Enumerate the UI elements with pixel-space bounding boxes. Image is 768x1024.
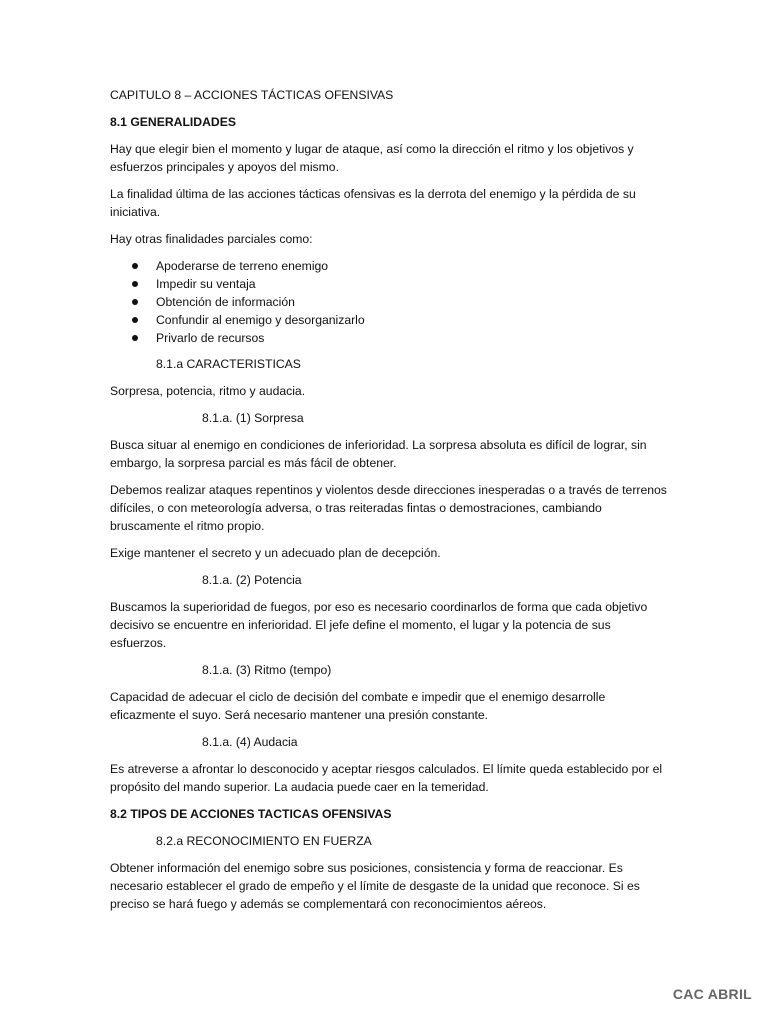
audacia-heading: 8.1.a. (4) Audacia bbox=[202, 735, 298, 749]
list-item bbox=[132, 257, 670, 275]
paragraph: Debemos realizar ataques repentinos y violentos desde direcciones inesperadas o a través de terrenos difíciles, o con meteorología adversa, o tras reiteradas fintas o demostraciones, cambiando bruscamente el ritmo propio. bbox=[110, 483, 667, 533]
section-8-1-a-title: 8.1.a CARACTERISTICAS bbox=[156, 357, 301, 371]
section-8-1-title: 8.1 GENERALIDADES bbox=[110, 115, 236, 129]
list-item-text: Obtención de información bbox=[156, 295, 295, 309]
section-8-2-a-title: 8.2.a RECONOCIMIENTO EN FUERZA bbox=[156, 834, 372, 848]
list-item-text: Confundir al enemigo y desorganizarlo bbox=[156, 313, 365, 327]
bullet-icon bbox=[132, 263, 138, 269]
list-item-text: Impedir su ventaja bbox=[156, 277, 256, 291]
list-item bbox=[132, 293, 670, 311]
list-item bbox=[132, 329, 670, 347]
paragraph: Hay otras finalidades parciales como: bbox=[110, 232, 313, 246]
chapter-title: CAPITULO 8 – ACCIONES TÁCTICAS OFENSIVAS bbox=[110, 88, 394, 102]
bullet-icon bbox=[132, 299, 138, 305]
sorpresa-heading: 8.1.a. (1) Sorpresa bbox=[202, 411, 304, 425]
paragraph: Obtener información del enemigo sobre sus posiciones, consistencia y forma de reaccionar. Es necesario establecer el grado de empeño y el límite de desgaste de la unidad que reconoce. Si es preciso se hará fuego y además se complementará con reconocimientos aéreos. bbox=[110, 861, 640, 911]
ritmo-heading: 8.1.a. (3) Ritmo (tempo) bbox=[202, 663, 332, 677]
paragraph: Busca situar al enemigo en condiciones de inferioridad. La sorpresa absoluta es difícil de lograr, sin embargo, la sorpresa parcial es más fácil de obtener. bbox=[110, 438, 647, 470]
paragraph: Buscamos la superioridad de fuegos, por eso es necesario coordinarlos de forma que cada objetivo decisivo se encuentre en inferioridad. El jefe define el momento, el lugar y la potencia de sus esfuerzos. bbox=[110, 600, 648, 650]
list-item bbox=[132, 311, 670, 329]
potencia-heading: 8.1.a. (2) Potencia bbox=[202, 573, 302, 587]
section-8-2-title: 8.2 TIPOS DE ACCIONES TACTICAS OFENSIVAS bbox=[110, 807, 392, 821]
bullet-icon bbox=[132, 335, 138, 341]
paragraph: Exige mantener el secreto y un adecuado plan de decepción. bbox=[110, 546, 441, 560]
list-item bbox=[132, 275, 670, 293]
paragraph: La finalidad última de las acciones tácticas ofensivas es la derrota del enemigo y la pérdida de su iniciativa. bbox=[110, 187, 636, 219]
list-item-text: Privarlo de recursos bbox=[156, 331, 265, 345]
list-item-text: Apoderarse de terreno enemigo bbox=[156, 259, 329, 273]
watermark: CAC ABRIL bbox=[672, 986, 752, 1002]
paragraph: Sorpresa, potencia, ritmo y audacia. bbox=[110, 384, 306, 398]
bullet-icon bbox=[132, 281, 138, 287]
paragraph: Es atreverse a afrontar lo desconocido y aceptar riesgos calculados. El límite queda establecido por el propósito del mando superior. La audacia puede caer en la temeridad. bbox=[110, 762, 663, 794]
paragraph: Hay que elegir bien el momento y lugar de ataque, así como la dirección el ritmo y los objetivos y esfuerzos principales y apoyos del mismo. bbox=[110, 142, 634, 174]
bullet-icon bbox=[132, 317, 138, 323]
bullet-list bbox=[110, 257, 670, 347]
paragraph: Capacidad de adecuar el ciclo de decisión del combate e impedir que el enemigo desarrolle eficazmente el suyo. Será necesario mantener una presión constante. bbox=[110, 690, 606, 722]
document-page bbox=[110, 86, 670, 922]
